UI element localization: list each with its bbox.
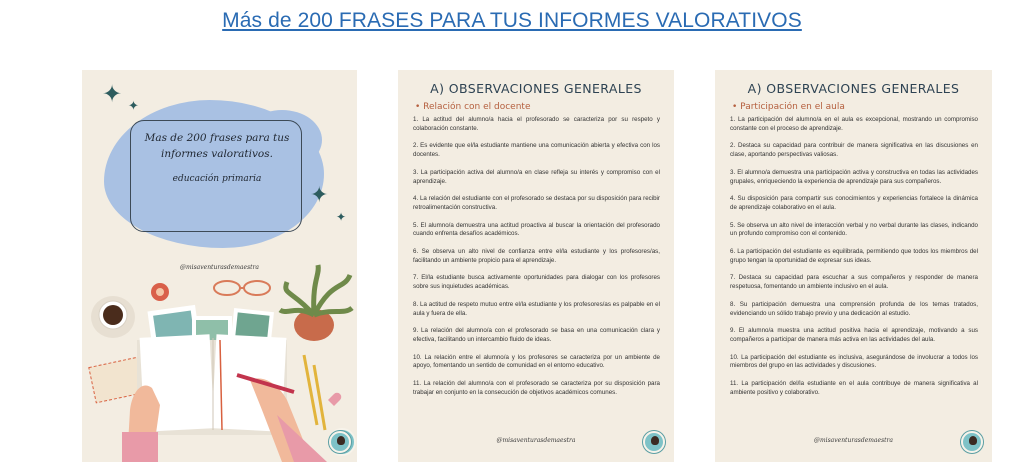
doc-section-title: • Relación con el docente — [415, 102, 531, 112]
cover-handle: @misaventurasdemaestra — [179, 264, 259, 271]
phrase-item: 8. La actitud de respeto mutuo entre el/la estudiante y los profesores/as es palpable en el aula y fuera de ella. — [413, 300, 660, 317]
doc-handle: @misaventurasdemaestra — [496, 437, 576, 444]
author-avatar — [961, 431, 983, 453]
phrase-item: 1. La participación del alumno/a en el aula es excepcional, mostrando un compromiso constante con el proceso de aprendizaje. — [730, 116, 978, 132]
phrase-list — [413, 116, 660, 406]
phrase-item: 4. Su disposición para compartir sus conocimientos y experiencias fortalece la dinámica de aprendizaje colaborativo en el aula. — [730, 195, 978, 211]
phrase-item: 5. El alumno/a demuestra una actitud proactiva al buscar la orientación del profesorado cuando enfrenta desafíos académicos. — [413, 221, 660, 238]
phrase-item: 10. La relación entre el alumno/a y los profesores se caracteriza por un ambiente de apoyo, fomentando un sentido de comunidad en el entorno educativo. — [413, 353, 660, 370]
phrase-item: 5. Se observa un alto nivel de interacción verbal y no verbal durante las clases, indicando un profundo compromiso con el contenido. — [730, 221, 978, 238]
plant-icon — [280, 265, 352, 341]
phrase-item: 6. La participación del estudiante es equilibrada, permitiendo que todos los miembros del grupo tengan la oportunidad de expresar sus ideas. — [730, 248, 978, 264]
phrase-item: 9. La relación del alumno/a con el profesorado se basa en una comunicación clara y efectiva, facilitando un intercambio fluido de ideas. — [413, 327, 660, 343]
sunglasses-icon — [214, 281, 270, 295]
phrase-item: 7. El/la estudiante busca activamente oportunidades para dialogar con los profesores sobre sus inquietudes académicas. — [413, 274, 660, 291]
phrase-list — [730, 116, 978, 406]
author-avatar — [643, 431, 665, 453]
desk-illustration — [82, 70, 357, 462]
doc-heading: A) OBSERVACIONES GENERALES — [747, 81, 960, 96]
phrase-item: 7. Destaca su capacidad para escuchar a sus compañeros y responder de manera respetuosa, fomentando un ambiente inclusivo en el aula. — [730, 274, 978, 291]
phrase-item: 1. La actitud del alumno/a hacia el profesorado se caracteriza por su respeto y colaboración constante. — [413, 116, 660, 132]
sparkle-icon: ✦ — [310, 182, 329, 207]
sparkle-icon: ✦ — [336, 210, 347, 224]
doc-heading: A) OBSERVACIONES GENERALES — [430, 81, 642, 96]
phrase-item: 11. La participación del/la estudiante en el aula contribuye de manera significativa al ambiente positivo y colaborativo. — [730, 380, 978, 396]
page-title-link[interactable]: Más de 200 FRASES PARA TUS INFORMES VALORATIVOS — [222, 9, 802, 32]
phrase-item: 4. La relación del estudiante con el profesorado se destaca por su disposición para recibir retroalimentación constructiva. — [413, 195, 660, 211]
doc-section-title: • Participación en el aula — [732, 102, 845, 112]
phrase-item: 8. Su participación demuestra una comprensión profunda de los temas tratados, evidenciando un sólido trabajo previo y una dedicación al estudio. — [730, 300, 978, 317]
sparkle-icon: ✦ — [128, 98, 139, 113]
phrase-item: 6. Se observa un alto nivel de confianza entre el/la estudiante y los profesores/as, facilitando un ambiente propicio para el aprendizaje. — [413, 248, 660, 264]
author-avatar — [329, 431, 351, 453]
coffee — [103, 305, 123, 325]
phrase-item: 11. La relación del alumno/a con el profesorado se caracteriza por su disposición para trabajar en conjunto en la consecución de objetivos académicos comunes. — [413, 380, 660, 396]
phrase-item: 2. Es evidente que el/la estudiante mantiene una comunicación abierta y efectiva con los docentes. — [413, 142, 660, 159]
phrase-item: 3. El alumno/a demuestra una participación activa y constructiva en todas las actividades grupales, enriqueciendo la experiencia de aprendizaje para sus compañeros. — [730, 168, 978, 185]
phrase-item: 3. La participación activa del alumno/a en clase refleja su interés y compromiso con el aprendizaje. — [413, 168, 660, 185]
phrase-item: 10. La participación del estudiante es inclusiva, asegurándose de involucrar a todos los miembros del grupo en las actividades y discusiones. — [730, 353, 978, 370]
cover-image — [82, 70, 357, 462]
phrase-item: 2. Destaca su capacidad para contribuir de manera significativa en las discusiones en clase, aportando perspectivas valiosas. — [730, 142, 978, 159]
cover-title: Mas de 200 frases para tus informes valorativos. — [144, 132, 290, 160]
cover-subtitle: educación primaria — [172, 174, 262, 184]
doc-handle: @misaventurasdemaestra — [813, 437, 893, 444]
sparkle-icon: ✦ — [102, 81, 123, 108]
document-page-2 — [715, 70, 992, 462]
phrase-item: 9. El alumno/a muestra una actitud positiva hacia el aprendizaje, motivando a sus compañeros a participar de manera más activa en las actividades del aula. — [730, 327, 978, 343]
document-page-1 — [398, 70, 674, 462]
